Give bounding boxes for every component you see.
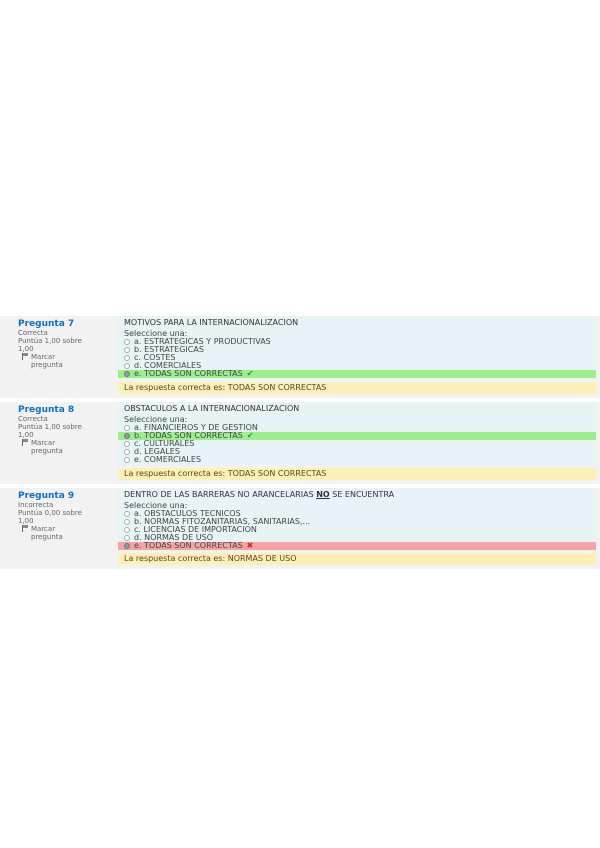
answer-option-selected-correct[interactable]	[118, 370, 596, 378]
radio-button[interactable]	[124, 363, 130, 369]
question-8	[0, 402, 600, 484]
question-7	[0, 316, 600, 398]
radio-button[interactable]	[124, 519, 130, 525]
question-text	[118, 488, 596, 499]
radio-button[interactable]	[124, 457, 130, 463]
question-mark-max: 1,00	[18, 517, 34, 525]
question-number: Pregunta 8	[18, 405, 75, 415]
question-mark: Puntúa 0,00 sobre	[18, 509, 82, 517]
flag-label-2: pregunta	[31, 447, 63, 455]
right-answer-feedback: La respuesta correcta es: TODAS SON CORRECTAS	[118, 382, 596, 394]
question-text: OBSTACULOS A LA INTERNACIONALIZACION	[124, 404, 300, 413]
question-mark-max: 1,00	[18, 431, 34, 439]
question-text-emphasis: NO	[316, 490, 330, 499]
flag-label: Marcar	[31, 525, 56, 533]
question-prompt: Seleccione una:	[124, 501, 188, 510]
question-content	[118, 316, 596, 380]
option-label: c. COSTES	[134, 353, 176, 362]
answer-options	[118, 510, 596, 550]
question-state: Correcta	[18, 415, 48, 423]
question-info	[18, 491, 114, 541]
option-label: e. COMERCIALES	[134, 455, 202, 464]
cross-icon: ✖	[246, 541, 254, 550]
option-label: a. ESTRATEGICAS Y PRODUCTIVAS	[134, 337, 271, 346]
question-text-part: SE ENCUENTRA	[329, 490, 395, 499]
option-label: e. TODAS SON CORRECTAS	[134, 369, 243, 378]
option-label: a. OBSTACULOS TECNICOS	[134, 509, 241, 518]
radio-button[interactable]	[124, 441, 130, 447]
flag-question-button[interactable]	[18, 353, 114, 369]
radio-button[interactable]	[124, 433, 130, 439]
question-state: Correcta	[18, 329, 48, 337]
option-label: b. TODAS SON CORRECTAS	[134, 431, 243, 440]
radio-button[interactable]	[124, 425, 130, 431]
check-icon: ✔	[246, 431, 254, 440]
question-text: MOTIVOS PARA LA INTERNACIONALIZACION	[124, 318, 299, 327]
answer-options	[118, 338, 596, 378]
option-label: c. CULTURALES	[134, 439, 195, 448]
radio-button[interactable]	[124, 511, 130, 517]
question-mark: Puntúa 1,00 sobre	[18, 337, 82, 345]
option-label: b. ESTRATEGICAS	[134, 345, 204, 354]
flag-label: Marcar	[31, 353, 56, 361]
option-label: a. FINANCIEROS Y DE GESTION	[134, 423, 258, 432]
question-number: Pregunta 9	[18, 491, 75, 501]
flag-icon	[22, 353, 28, 360]
question-info	[18, 319, 114, 369]
question-content	[118, 488, 596, 551]
option-label: b. NORMAS FITOZANITARIAS, SANITARIAS,...	[134, 517, 311, 526]
answer-options	[118, 424, 596, 464]
option-label: d. NORMAS DE USO	[134, 533, 213, 542]
flag-icon	[22, 439, 28, 446]
right-answer-feedback: La respuesta correcta es: NORMAS DE USO	[118, 553, 596, 565]
question-prompt: Seleccione una:	[124, 329, 188, 338]
question-mark: Puntúa 1,00 sobre	[18, 423, 82, 431]
question-9	[0, 488, 600, 569]
radio-button[interactable]	[124, 347, 130, 353]
question-info	[18, 405, 114, 455]
option-label: d. COMERCIALES	[134, 361, 202, 370]
radio-button[interactable]	[124, 527, 130, 533]
right-answer-feedback: La respuesta correcta es: TODAS SON CORRECTAS	[118, 468, 596, 480]
answer-option[interactable]	[124, 456, 596, 464]
option-label: c. LICENCIAS DE IMPORTACION	[134, 525, 257, 534]
flag-question-button[interactable]	[18, 525, 114, 541]
flag-icon	[22, 525, 28, 532]
radio-button[interactable]	[124, 339, 130, 345]
quiz-review	[0, 316, 600, 569]
option-label: d. LEGALES	[134, 447, 180, 456]
radio-button[interactable]	[124, 543, 130, 549]
radio-button[interactable]	[124, 355, 130, 361]
radio-button[interactable]	[124, 535, 130, 541]
question-text-part: DENTRO DE LAS BARRERAS NO ARANCELARIAS	[124, 490, 317, 499]
flag-label-2: pregunta	[31, 361, 63, 369]
check-icon: ✔	[246, 369, 254, 378]
radio-button[interactable]	[124, 371, 130, 377]
question-state: Incorrecta	[18, 501, 54, 509]
flag-question-button[interactable]	[18, 439, 114, 455]
question-number: Pregunta 7	[18, 319, 75, 329]
answer-option[interactable]	[124, 440, 596, 448]
answer-option-selected-incorrect[interactable]	[118, 542, 596, 550]
question-content	[118, 402, 596, 466]
question-mark-max: 1,00	[18, 345, 34, 353]
radio-button[interactable]	[124, 449, 130, 455]
flag-label-2: pregunta	[31, 533, 63, 541]
answer-option[interactable]	[124, 346, 596, 354]
option-label: e. TODAS SON CORRECTAS	[134, 541, 243, 550]
flag-label: Marcar	[31, 439, 56, 447]
question-prompt: Seleccione una:	[124, 415, 188, 424]
